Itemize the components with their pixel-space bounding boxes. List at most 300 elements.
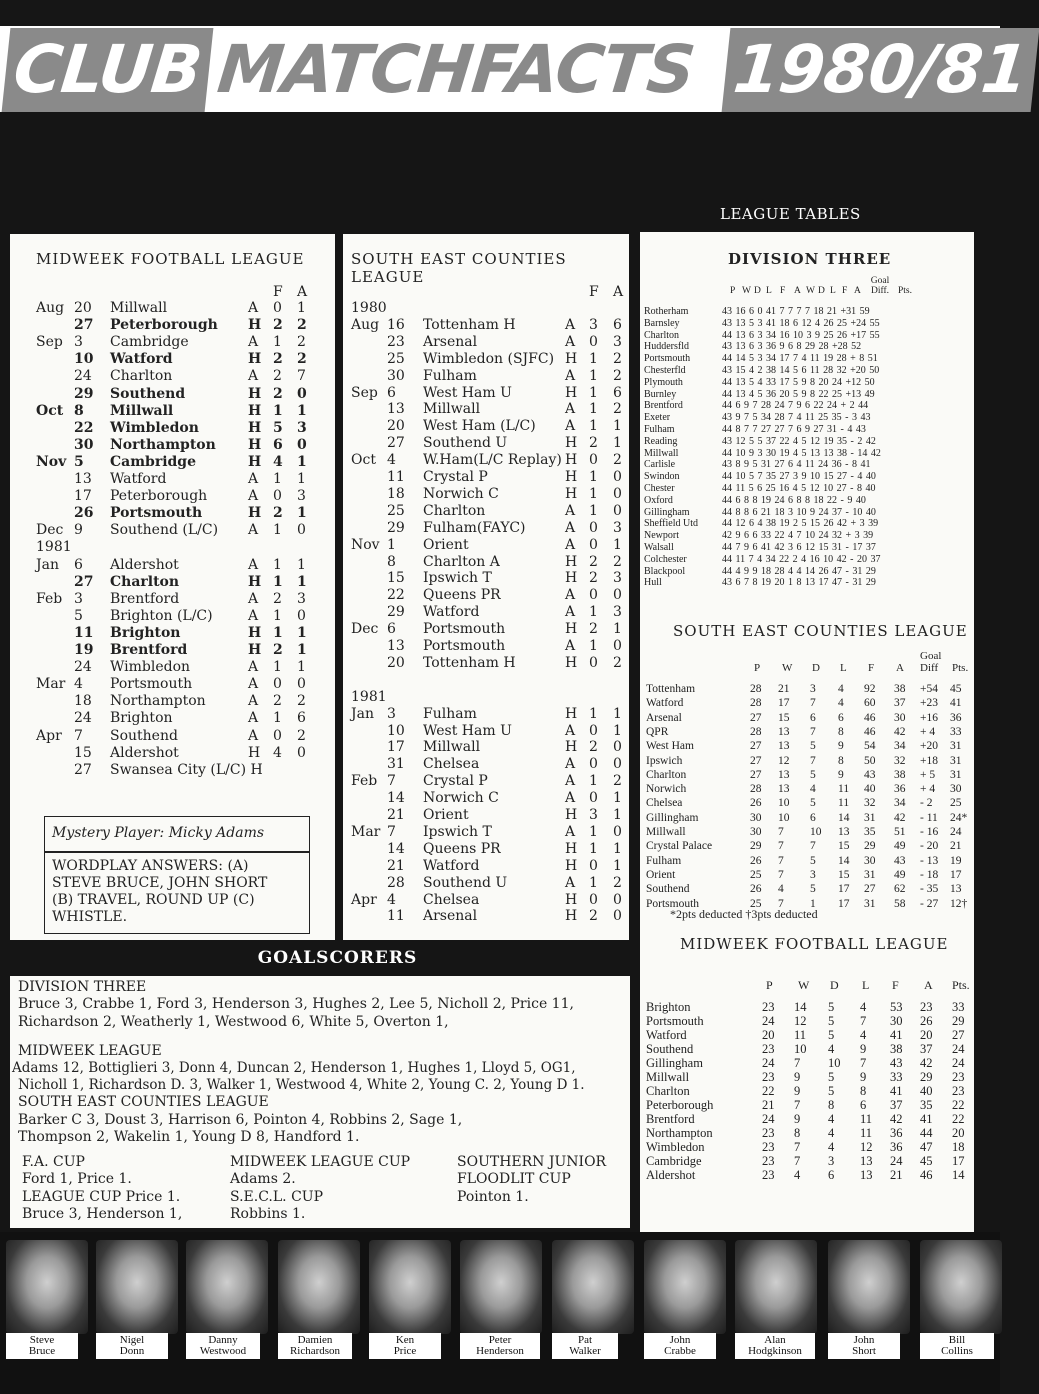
goals-for: 1 <box>589 350 598 367</box>
result-row <box>10 300 335 317</box>
table-row <box>640 811 974 825</box>
day: 24 <box>74 659 92 676</box>
southern-junior-heading: SOUTHERN JUNIOR <box>457 1154 607 1170</box>
day: 14 <box>387 840 405 857</box>
month: Oct <box>351 452 376 469</box>
opponent: Northampton <box>110 436 216 453</box>
stat: 23 <box>952 1070 965 1084</box>
player-last-name: Richardson <box>289 1345 341 1357</box>
stat: 3 <box>810 868 816 881</box>
opponent: Watford <box>423 857 480 874</box>
result-row <box>343 537 629 554</box>
stat: 22 <box>952 1098 965 1112</box>
table-row <box>640 1014 974 1028</box>
venue: H <box>248 453 262 470</box>
result-row <box>343 351 629 368</box>
stat: 43 <box>890 1056 903 1070</box>
stat: 30 <box>950 783 962 796</box>
col-header: F <box>892 978 899 992</box>
stat: 8 <box>838 754 844 767</box>
day: 25 <box>387 350 405 367</box>
day: 24 <box>74 368 92 385</box>
opponent: Watford <box>423 604 480 621</box>
opponent: Charlton <box>110 368 173 385</box>
player-first-name: Peter <box>488 1334 512 1346</box>
goals-against: 0 <box>297 522 306 539</box>
team-stats: 44 12 6 4 38 19 2 5 15 26 42 + 3 39 <box>722 518 879 530</box>
opponent: Southend U <box>423 874 508 891</box>
stat: +20 <box>920 740 938 753</box>
midweek-cup-scorers: Adams 2. <box>230 1171 296 1187</box>
player-last-name: Walker <box>569 1345 601 1357</box>
goals-against: 3 <box>613 570 622 587</box>
goals-for: 1 <box>273 659 282 676</box>
table-row <box>640 825 974 839</box>
opponent: Northampton <box>110 693 206 710</box>
result-row <box>10 642 335 659</box>
col-header: L <box>766 286 772 296</box>
opponent: West Ham (L/C) <box>423 418 536 435</box>
goals-against: 1 <box>613 722 622 739</box>
team-stats: 44 11 7 4 34 22 2 4 16 10 42 - 20 37 <box>722 553 881 565</box>
player-photo <box>735 1240 817 1334</box>
stat: 8 <box>794 1126 801 1140</box>
stat: 5 <box>828 1000 835 1014</box>
team-name: Plymouth <box>644 376 683 388</box>
table-row <box>640 1028 974 1042</box>
stat: - 18 <box>920 868 939 881</box>
wordplay-box <box>44 852 310 934</box>
team-name: Charlton <box>646 1084 690 1098</box>
goals-against: 0 <box>297 607 306 624</box>
opponent: Aldershot <box>110 744 179 761</box>
title-club: CLUB <box>2 28 214 112</box>
day: 3 <box>387 705 396 722</box>
venue: A <box>565 638 576 654</box>
team-name: Colchester <box>644 553 687 565</box>
venue: A <box>248 710 259 727</box>
stat: 38 <box>894 768 906 781</box>
stat: 27 <box>952 1028 965 1042</box>
stat: 9 <box>794 1084 801 1098</box>
day: 19 <box>74 642 94 658</box>
stat: 11 <box>860 1126 873 1140</box>
goals-for: 0 <box>589 452 598 469</box>
col-header: Pts. <box>952 662 969 674</box>
stat: 17 <box>838 897 850 910</box>
month: Dec <box>351 621 379 638</box>
goals-for: 2 <box>273 590 282 607</box>
player-caption <box>6 1333 78 1359</box>
day: 5 <box>74 607 83 624</box>
table-row <box>640 696 974 710</box>
result-row <box>10 659 335 676</box>
stat: 7 <box>810 754 816 767</box>
midweek-cup-heading: MIDWEEK LEAGUE CUP <box>230 1154 411 1170</box>
stat: 14 <box>838 811 850 824</box>
stat: +16 <box>920 711 938 724</box>
day: 3 <box>74 334 83 351</box>
stat: 10 <box>828 1056 841 1070</box>
table-row <box>640 768 974 782</box>
player-last-name: Price <box>393 1345 417 1357</box>
goals-against: 0 <box>613 823 622 840</box>
goals-against: 1 <box>613 621 622 638</box>
col-header: L <box>830 286 836 296</box>
stat: 11 <box>838 797 850 810</box>
stat: 40 <box>920 1084 933 1098</box>
stat: 29 <box>750 840 762 853</box>
month: Aug <box>351 316 380 333</box>
goals-against: 0 <box>613 502 622 519</box>
opponent: Southend <box>110 727 178 744</box>
stat: 5 <box>810 797 816 810</box>
stat: 21 <box>890 1168 903 1182</box>
stat: 42 <box>920 1056 933 1070</box>
month: Mar <box>36 676 66 693</box>
team-name: Barnsley <box>644 317 680 329</box>
goals-against: 6 <box>297 710 306 727</box>
team-name: Orient <box>646 868 676 881</box>
result-row <box>10 574 335 591</box>
day: 11 <box>74 624 94 641</box>
stat: 6 <box>810 811 816 824</box>
stat: 24 <box>762 1014 775 1028</box>
player-first-name: John <box>669 1334 691 1346</box>
opponent: Wimbledon <box>110 419 199 436</box>
result-row <box>343 435 629 452</box>
stat: 45 <box>920 1154 933 1168</box>
day: 15 <box>387 570 405 587</box>
stat: 11 <box>794 1028 807 1042</box>
goals-against: 0 <box>613 469 622 485</box>
venue: A <box>565 418 576 435</box>
player-caption <box>920 1333 994 1359</box>
opponent: Arsenal <box>423 908 478 925</box>
stat: 26 <box>750 797 762 810</box>
goals-for: 0 <box>589 536 598 553</box>
team-name: Watford <box>646 697 684 710</box>
stat: - 27 <box>920 897 939 910</box>
result-row <box>10 317 335 334</box>
goals-for: 2 <box>273 505 283 522</box>
stat: 23 <box>762 1042 775 1056</box>
team-name: Blackpool <box>644 565 686 577</box>
team-name: Reading <box>644 435 678 447</box>
stat: 23 <box>920 1000 933 1014</box>
goals-for: 0 <box>589 722 598 739</box>
goals-against: 1 <box>613 705 622 722</box>
stat: 20 <box>762 1028 775 1042</box>
league-tables-panel <box>640 232 974 1232</box>
team-name: Charlton <box>644 329 679 341</box>
stat: 44 <box>920 1126 933 1140</box>
stat: 17 <box>778 697 790 710</box>
goals-for: 1 <box>589 874 598 891</box>
result-row <box>10 351 335 368</box>
table-row <box>640 782 974 796</box>
stat: 12 <box>860 1140 873 1154</box>
stat: 42 <box>890 1112 903 1126</box>
venue: H <box>565 739 578 756</box>
goals-against: 1 <box>613 807 622 823</box>
goals-for: 3 <box>589 316 598 333</box>
col-a-header: A <box>297 284 308 300</box>
day: 27 <box>74 317 94 334</box>
goals-for: 1 <box>273 471 282 487</box>
stat: 8 <box>838 725 844 738</box>
day: 8 <box>387 553 396 570</box>
team-stats: 44 4 9 9 18 28 4 4 14 26 47 - 31 29 <box>722 565 876 577</box>
team-stats: 43 16 6 0 41 7 7 7 7 18 21 +31 59 <box>722 306 870 317</box>
stat: 31 <box>950 768 962 781</box>
team-stats: 44 10 9 3 30 19 4 5 13 13 38 - 14 42 <box>722 447 881 459</box>
player-photo <box>828 1240 910 1334</box>
table-row <box>640 711 974 725</box>
table-row <box>640 365 974 377</box>
goals-against: 1 <box>613 840 622 857</box>
month: Oct <box>36 402 64 419</box>
player-last-name: Crabbe <box>664 1345 696 1357</box>
stat: 18 <box>952 1140 965 1154</box>
stat: 20 <box>952 1126 965 1140</box>
team-name: Gillingham <box>644 506 690 518</box>
result-row <box>343 790 629 807</box>
opponent: Southend (L/C) <box>110 522 219 539</box>
stat: 10 <box>778 811 790 824</box>
opponent: Portsmouth <box>110 505 203 522</box>
goals-against: 0 <box>613 485 622 502</box>
secl-scorers-heading: SOUTH EAST COUNTIES LEAGUE <box>18 1094 269 1110</box>
stat: + 4 <box>920 783 936 796</box>
stat: +18 <box>920 754 938 767</box>
wordplay-line: WORDPLAY ANSWERS: (A) <box>52 858 249 874</box>
goals-for: 1 <box>589 604 598 621</box>
day: 13 <box>387 638 405 654</box>
title-matchfacts: MATCHFACTS <box>214 31 698 108</box>
result-row <box>10 676 335 693</box>
venue: A <box>565 722 576 739</box>
goals-against: 3 <box>613 519 622 536</box>
day: 4 <box>387 891 396 908</box>
goals-for: 1 <box>273 334 282 351</box>
stat: 12 <box>778 754 790 767</box>
goals-for: 4 <box>273 744 282 761</box>
result-row <box>343 756 629 773</box>
goals-against: 2 <box>297 727 306 744</box>
table-row <box>640 459 974 471</box>
venue: A <box>565 536 576 553</box>
col-header: P <box>766 978 773 992</box>
venue: H <box>248 436 262 453</box>
opponent: Brighton (L/C) <box>110 607 213 624</box>
result-row <box>343 570 629 587</box>
table-row <box>640 1070 974 1084</box>
secl-table-title: SOUTH EAST COUNTIES LEAGUE <box>673 622 968 640</box>
opponent: Charlton <box>423 502 486 519</box>
stat: 28 <box>750 697 762 710</box>
top-bar <box>0 0 1000 26</box>
venue: H <box>565 840 578 857</box>
result-row <box>343 824 629 841</box>
stat: 7 <box>778 826 784 838</box>
team-stats: 43 9 7 5 34 28 7 4 11 25 35 - 3 43 <box>722 412 871 424</box>
player-first-name: Pat <box>577 1334 593 1346</box>
col-a-header: A <box>613 284 624 300</box>
stat: 13 <box>838 826 850 838</box>
stat: 24 <box>762 1056 775 1070</box>
stat: 4 <box>794 1168 801 1182</box>
result-row <box>343 908 629 925</box>
stat: 62 <box>894 883 906 896</box>
stat: +23 <box>920 697 938 710</box>
goals-against: 0 <box>613 638 622 654</box>
league-tables-heading: LEAGUE TABLES <box>720 205 861 223</box>
player-first-name: Nigel <box>119 1334 145 1346</box>
player-caption <box>644 1333 716 1359</box>
day: 17 <box>387 739 405 756</box>
stat: 30 <box>750 826 762 838</box>
stat: 4 <box>838 697 844 710</box>
stat: 7 <box>778 840 784 853</box>
stat: 26 <box>920 1014 933 1028</box>
player-caption <box>460 1333 540 1359</box>
team-name: Peterborough <box>646 1098 714 1112</box>
stat: 7 <box>810 840 816 853</box>
opponent: Ipswich T <box>423 570 492 587</box>
opponent: Portsmouth <box>423 638 506 654</box>
stat: 58 <box>894 897 906 910</box>
day: 10 <box>387 722 405 739</box>
team-name: Gillingham <box>646 1056 703 1070</box>
goals-against: 1 <box>297 300 306 316</box>
venue: A <box>565 401 576 418</box>
stat: 7 <box>810 697 816 710</box>
stat: 23 <box>762 1154 775 1168</box>
stat: +54 <box>920 683 938 695</box>
stat: 30 <box>894 711 906 724</box>
result-row <box>343 317 629 334</box>
wordplay-line: WHISTLE. <box>52 909 128 925</box>
team-name: Portsmouth <box>646 1014 704 1028</box>
midweek-table-title: MIDWEEK FOOTBALL LEAGUE <box>680 935 949 953</box>
result-row <box>343 418 629 435</box>
day: 17 <box>74 488 92 505</box>
stat: 24 <box>950 826 962 838</box>
secl-scorers: Thompson 2, Wakelin 1, Young D 8, Handford 1. <box>18 1129 360 1145</box>
day: 29 <box>387 604 405 621</box>
mystery-player: Mystery Player: Micky Adams <box>52 825 265 841</box>
stat: 7 <box>778 868 784 881</box>
goals-against: 0 <box>613 587 622 604</box>
stat: 34 <box>894 797 906 810</box>
team-name: Millwall <box>646 826 686 838</box>
result-row <box>343 334 629 351</box>
stat: 41 <box>890 1084 903 1098</box>
venue: H <box>248 385 262 402</box>
stat: 5 <box>828 1028 835 1042</box>
goals-against: 2 <box>613 553 622 570</box>
goals-for: 1 <box>589 638 598 654</box>
venue: H <box>248 402 262 419</box>
stat: 5 <box>828 1014 835 1028</box>
opponent: Millwall <box>110 300 168 316</box>
team-name: Southend <box>646 1042 694 1056</box>
day: 13 <box>387 401 405 418</box>
player-last-name: Donn <box>119 1345 145 1357</box>
stat: 9 <box>860 1070 867 1084</box>
stat: 21 <box>778 683 790 695</box>
stat: 23 <box>762 1000 775 1014</box>
col-header: Goal Diff. <box>870 276 890 296</box>
goals-for: 2 <box>273 351 283 368</box>
fa-cup-scorers: Ford 1, Price 1. <box>22 1171 132 1187</box>
stat: 7 <box>860 1014 867 1028</box>
table-row <box>640 1056 974 1070</box>
result-row <box>343 401 629 418</box>
stat: - 16 <box>920 826 939 838</box>
stat: 32 <box>864 797 876 810</box>
table-row <box>640 377 974 389</box>
result-row <box>10 591 335 608</box>
venue: H <box>565 469 578 485</box>
team-name: Northampton <box>646 1126 713 1140</box>
result-row <box>10 625 335 642</box>
day: 29 <box>74 385 94 402</box>
goals-for: 0 <box>273 488 282 505</box>
table-row <box>640 1140 974 1154</box>
stat: 22 <box>952 1112 965 1126</box>
venue: H <box>565 857 578 874</box>
venue: H <box>565 452 578 469</box>
team-name: Fulham <box>646 854 682 867</box>
col-header: Goal Diff <box>920 650 942 674</box>
table-row <box>640 739 974 753</box>
opponent: Wimbledon (SJFC) <box>423 350 555 367</box>
player-caption <box>552 1333 618 1359</box>
goals-against: 2 <box>297 351 307 368</box>
stat: 54 <box>864 740 876 753</box>
stat: 14 <box>838 854 850 867</box>
team-name: Rotherham <box>644 306 689 317</box>
goals-against: 3 <box>613 333 622 350</box>
col-header: W <box>742 286 751 296</box>
stat: 9 <box>838 768 844 781</box>
stat: 31 <box>864 868 876 881</box>
team-stats: 44 8 7 7 27 27 7 6 9 27 31 - 4 43 <box>722 424 866 435</box>
stat: 50 <box>864 754 876 767</box>
stat: - 11 <box>920 811 938 824</box>
team-name: Norwich <box>646 783 687 796</box>
goals-for: 5 <box>273 419 283 436</box>
result-row <box>343 385 629 402</box>
player-photo <box>644 1240 726 1334</box>
table-row <box>640 1084 974 1098</box>
stat: 4 <box>828 1140 835 1154</box>
result-row <box>343 452 629 469</box>
stat: 38 <box>890 1042 903 1056</box>
stat: 9 <box>838 740 844 753</box>
stat: 30 <box>750 811 762 824</box>
stat: + 5 <box>920 768 936 781</box>
table-row <box>640 389 974 401</box>
day: 29 <box>387 519 405 536</box>
day: 6 <box>387 621 396 638</box>
stat: 51 <box>894 826 906 838</box>
team-stats: 44 8 8 6 21 18 3 10 9 24 37 - 10 40 <box>722 506 876 518</box>
venue: A <box>248 607 259 624</box>
deduction-note: *2pts deducted †3pts deducted <box>670 907 818 921</box>
